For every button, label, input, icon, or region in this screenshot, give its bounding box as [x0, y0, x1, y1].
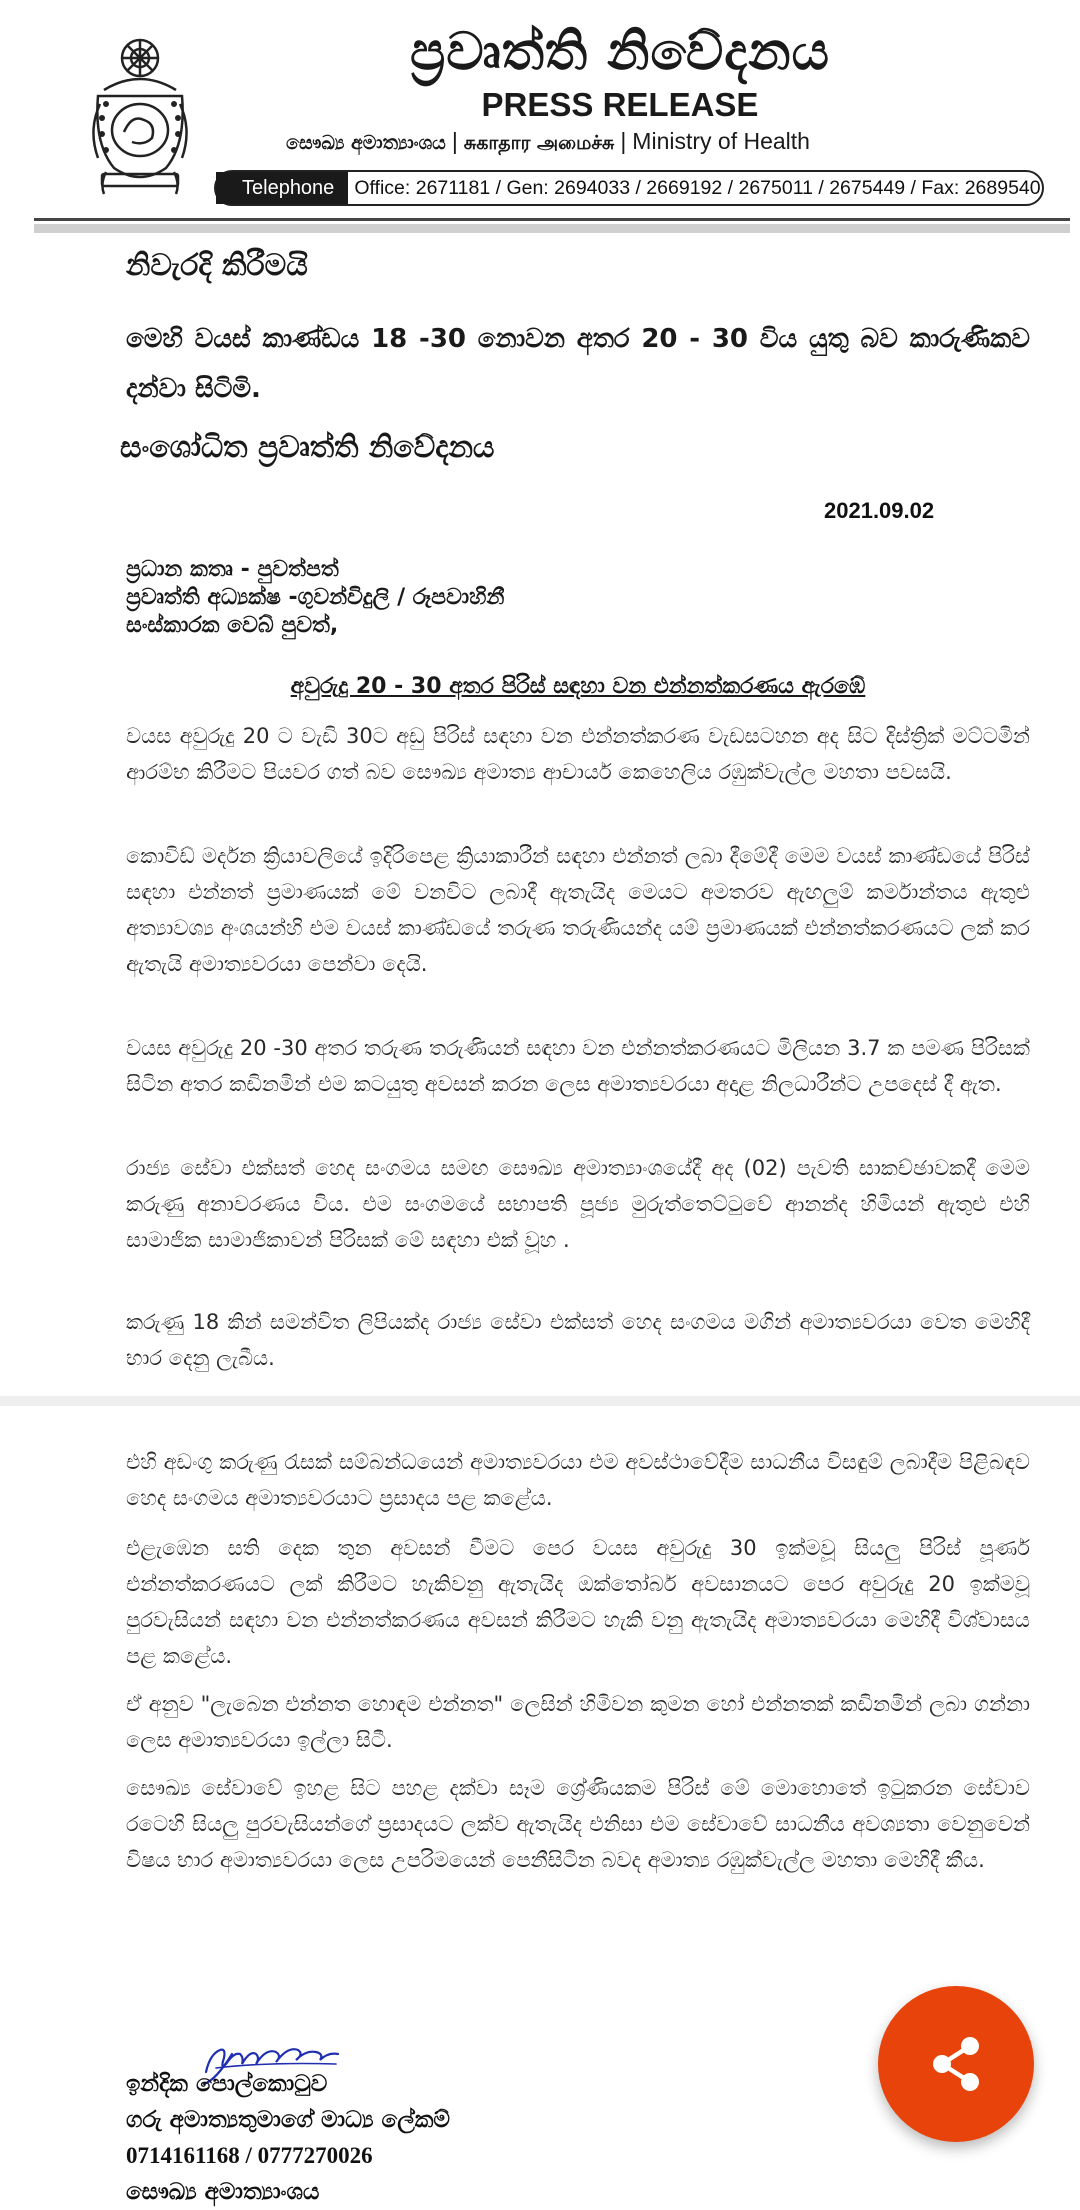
- press-release-header: [0, 0, 1080, 232]
- share-button[interactable]: [878, 1986, 1034, 2142]
- body-paragraph: එළැඹෙන සති දෙක තුන අවසන් වීමට පෙර වයස අවුරුදු 30 ඉක්මවූ සියලු පිරිස් පූර්ණ එන්නත්කරණයට ලක් කිරීමට හැකිවනු ඇතැයිද ඔක්තෝබර් අවසානයට පෙර අවුරුදු 20 ඉක්මවූ පුරවැසියන් සඳහා වන එන්නත්කරණය අවසන් කිරීමට හැකි වනු ඇතැයිද අමාත්‍යවරයා මෙහිදී විශ්වාසය පළ කළේය.: [126, 1536, 1030, 1668]
- government-emblem-icon: [84, 34, 196, 198]
- title-english: PRESS RELEASE: [481, 86, 759, 123]
- release-date: 2021.09.02: [824, 498, 935, 523]
- header-divider-shade: [34, 224, 1070, 233]
- signatory-organization: සෞඛ්‍ය අමාත්‍යාංශය: [126, 2179, 320, 2205]
- body-paragraph: වයස අවුරුදු 20 ට වැඩි 30ට අඩු පිරිස් සඳහා වන එන්නත්කරණ වැඩසටහන අද සිට දිස්ත්‍රික් මට්ටමින් ආරම්භ කිරීමට පියවර ගත් බව සෞඛ්‍ය අමාත්‍ය ආචාර්ය කෙහෙලිය රඹුක්වැල්ල මහතා පවසයි.: [126, 724, 1030, 784]
- title-sinhala: ප්‍රවෘත්ති නිවේදනය: [410, 22, 830, 82]
- body-paragraph: රාජ්‍ය සේවා එක්සත් හෙද සංගමය සමඟ සෞඛ්‍ය අමාත්‍යාංශයේදී අද (02) පැවති සාකච්ඡාවකදී මෙම කරුණු අනාවරණය විය. එම සංගමයේ සභාපති පූජ්‍ය මුරුත්තෙට්ටුවේ ආනන්ද හිමියන් ඇතුළු එහි සාමාජික සාමාජිකාවන් පිරිසක් මේ සඳහා එක් වූහ .: [126, 1156, 1030, 1252]
- correction-body: මෙහි වයස් කාණ්ඩය 18 -30 නොවන අතර 20 - 30 විය යුතු බව කාරුණිකව දන්වා සිටිමි.: [126, 324, 1030, 404]
- revised-release-title: සංශෝධිත ප්‍රවෘත්ති නිවේදනය: [120, 430, 495, 465]
- signatory-title: ගරු අමාත්‍යතුමාගේ මාධ්‍ය ලේකම්: [126, 2107, 450, 2133]
- recipient-line: ප්‍රධාන කතෘ - පුවත්පත්: [126, 557, 339, 582]
- telephone-label: Telephone: [216, 172, 348, 204]
- body-paragraph: ඒ අනුව "ලැබෙන එන්නත හොඳම එන්නත" ලෙසින් හිමිවන කුමන හෝ එන්නතක් කඩිනමින් ලබා ගන්නා ලෙස අමාත්‍යවරයා ඉල්ලා සිටී.: [126, 1692, 1030, 1752]
- ministry-sinhala: සෞඛ්‍ය අමාත්‍යාංශය: [286, 132, 446, 154]
- body-paragraph: සෞඛ්‍ය සේවාවේ ඉහළ සිට පහළ දක්වා සෑම ශ්‍රේණියකම පිරිස් මේ මොහොතේ ඉටුකරන සේවාව රටෙහි සියලු පුරවැසියන්ගේ ප්‍රසාදයට ලක්ව ඇතැයිද එනිසා එම සේවාවේ සාධනීය අවශ්‍යතා වෙනුවෙන් විෂය භාර අමාත්‍යවරයා ලෙස උපරිමයෙන් පෙනීසිටින බවද අමාත්‍ය රඹුක්වැල්ල මහතා මෙහිදී කීය.: [126, 1776, 1030, 1872]
- news-headline: අවුරුදු 20 - 30 අතර පිරිස් සඳහා වන එන්නත්කරණය ඇරඹේ: [290, 674, 866, 699]
- ministry-english: Ministry of Health: [632, 128, 810, 154]
- header-divider: [34, 218, 1070, 221]
- recipient-line: සංස්කාරක වෙබ් පුවත්,: [126, 613, 339, 638]
- body-paragraph: වයස අවුරුදු 20 -30 අතර තරුණ තරුණියන් සඳහා වන එන්නත්කරණයට මිලියන 3.7 ක පමණ පිරිසක් සිටින අතර කඩිනමින් එම කටයුතු අවසන් කරන ලෙස අමාත්‍යවරයා අදාළ නිලධාරීන්ට උපදෙස් දී ඇත.: [126, 1036, 1030, 1096]
- body-paragraph: කොවිඩ් මර්දන ක්‍රියාවලියේ ඉදිරිපෙළ ක්‍රියාකාරීන් සඳහා එන්නත් ලබා දීමේදී මෙම වයස් කාණ්ඩයේ පිරිස් සඳහා එන්නත් ප්‍රමාණයක් මේ වනවිට ලබාදී ඇතැයිද මෙයට අමතරව ඇඟලුම් කර්මාන්තය ඇතුළු අත්‍යාවශ්‍ය අංශයන්හි එම වයස් කාණ්ඩයේ තරුණ තරුණියන්ද යම් ප්‍රමාණයක් එන්නත්කරණයට ලක් කර ඇතැයි අමාත්‍යවරයා පෙන්වා දෙයි.: [126, 844, 1030, 976]
- ministry-line: සෞඛ්‍ය අමාත්‍යාංශය | சுகாதார அமைச்சு | Ministry of Health: [286, 128, 810, 154]
- share-icon: [928, 2034, 984, 2094]
- telephone-bar: [214, 170, 1044, 206]
- page-separator: [0, 1396, 1080, 1406]
- body-paragraph: කරුණු 18 කින් සමන්විත ලිපියක්ද රාජ්‍ය සේවා එක්සත් හෙද සංගමය මගින් අමාත්‍යවරයා වෙත මෙහිදී භාර දෙනු ලැබීය.: [126, 1310, 1030, 1370]
- recipients-list: [126, 556, 1030, 640]
- signatory-phones: 0714161168 / 0777270026: [126, 2143, 373, 2168]
- body-paragraph: එහි අඩංගු කරුණු රැසක් සම්බන්ධයෙන් අමාත්‍යවරයා එම අවස්ථාවේදීම සාධනීය විසඳුම් ලබාදීම පිළිබඳව හෙද සංගමය අමාත්‍යවරයාට ප්‍රසාදය පළ කළේය.: [126, 1450, 1030, 1510]
- recipient-line: ප්‍රවෘත්ති අධ්‍යක්ෂ -ගුවන්විදුලි / රූපවාහිනී: [126, 585, 505, 610]
- ministry-tamil: சுகாதார அமைச்சு: [463, 132, 615, 154]
- signatory-block: [126, 2066, 726, 2210]
- signatory-name: ඉන්දික පොල්කොටුව: [126, 2071, 328, 2097]
- correction-title: නිවැරදි කිරීමයි: [126, 248, 308, 283]
- telephone-numbers: Office: 2671181 / Gen: 2694033 / 2669192 / 2675011 / 2675449 / Fax: 2689540: [354, 176, 1041, 199]
